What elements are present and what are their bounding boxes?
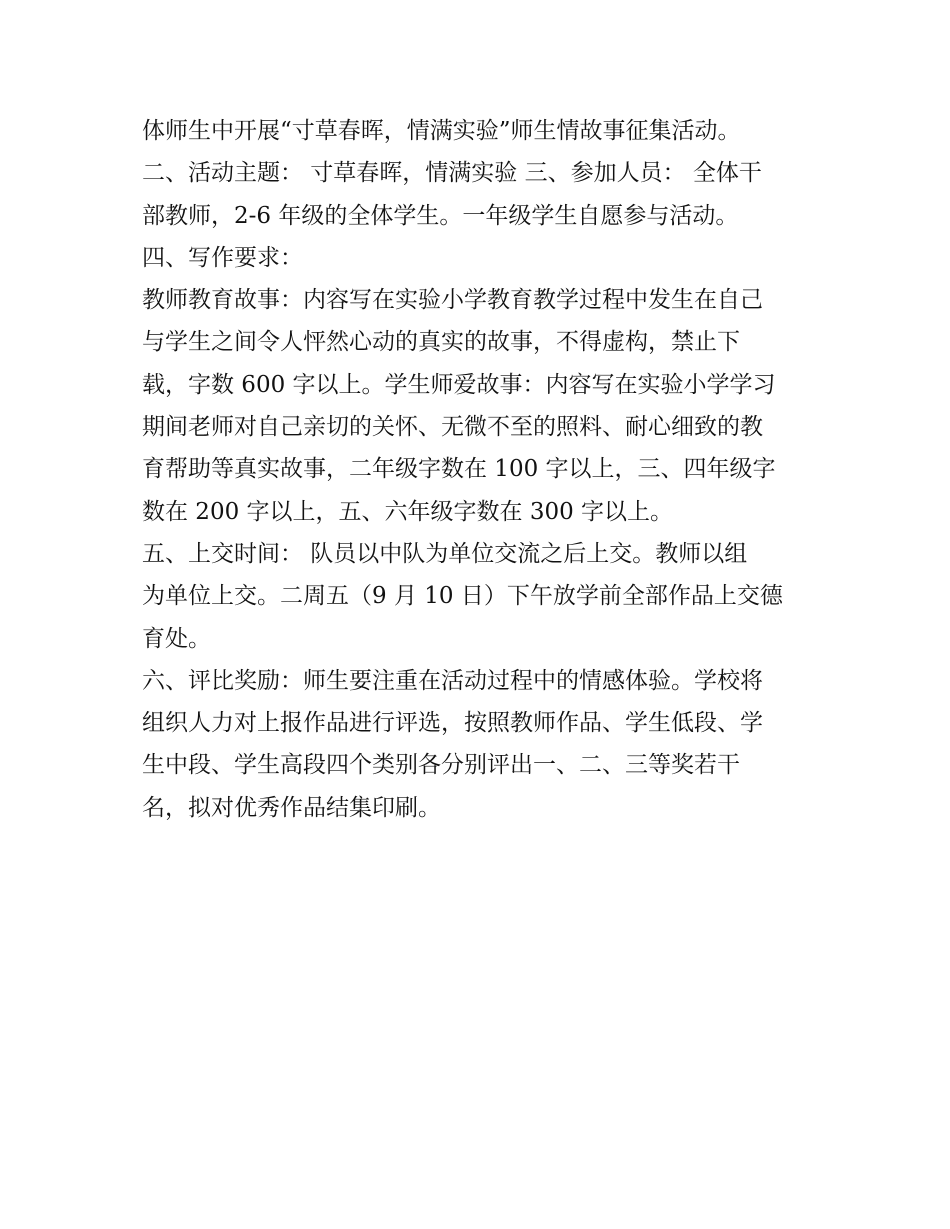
text-line: 生中段、学生高段四个类别各分别评出一、二、三等奖若干 [142,752,740,779]
text-line: 期间老师对自己亲切的关怀、无微不至的照料、耐心细致的教 [142,414,763,441]
text-line: 教师教育故事：内容写在实验小学教育教学过程中发生在自己 [142,287,763,314]
text-line: 数在 200 字以上，五、六年级字数在 300 字以上。 [142,498,674,525]
text-line: 体师生中开展“寸草春晖，情满实验”师生情故事征集活动。 [142,118,741,144]
text-line: 育帮助等真实故事，二年级字数在 100 字以上，三、四年级字 [142,456,776,483]
text-line: 名，拟对优秀作品结集印刷。 [142,794,441,821]
text-line: 五、上交时间： 队员以中队为单位交流之后上交。教师以组 [142,540,748,567]
text-line: 组织人力对上报作品进行评选，按照教师作品、学生低段、学 [142,710,763,737]
text-line: 为单位上交。二周五（9 月 10 日）下午放学前全部作品上交德 [142,583,783,610]
text-line: 二、活动主题： 寸草春晖，情满实验 三、参加人员： 全体干 [142,160,762,187]
document-body [142,110,822,829]
text-line: 育处。 [142,625,211,652]
text-line: 载，字数 600 字以上。学生师爱故事：内容写在实验小学学习 [142,371,776,398]
text-line: 与学生之间令人怦然心动的真实的故事，不得虚构，禁止下 [142,329,740,356]
text-line: 部教师，2-6 年级的全体学生。一年级学生自愿参与活动。 [142,202,739,229]
text-line: 六、评比奖励：师生要注重在活动过程中的情感体验。学校将 [142,667,763,694]
section-heading: 四、写作要求： [142,244,303,271]
